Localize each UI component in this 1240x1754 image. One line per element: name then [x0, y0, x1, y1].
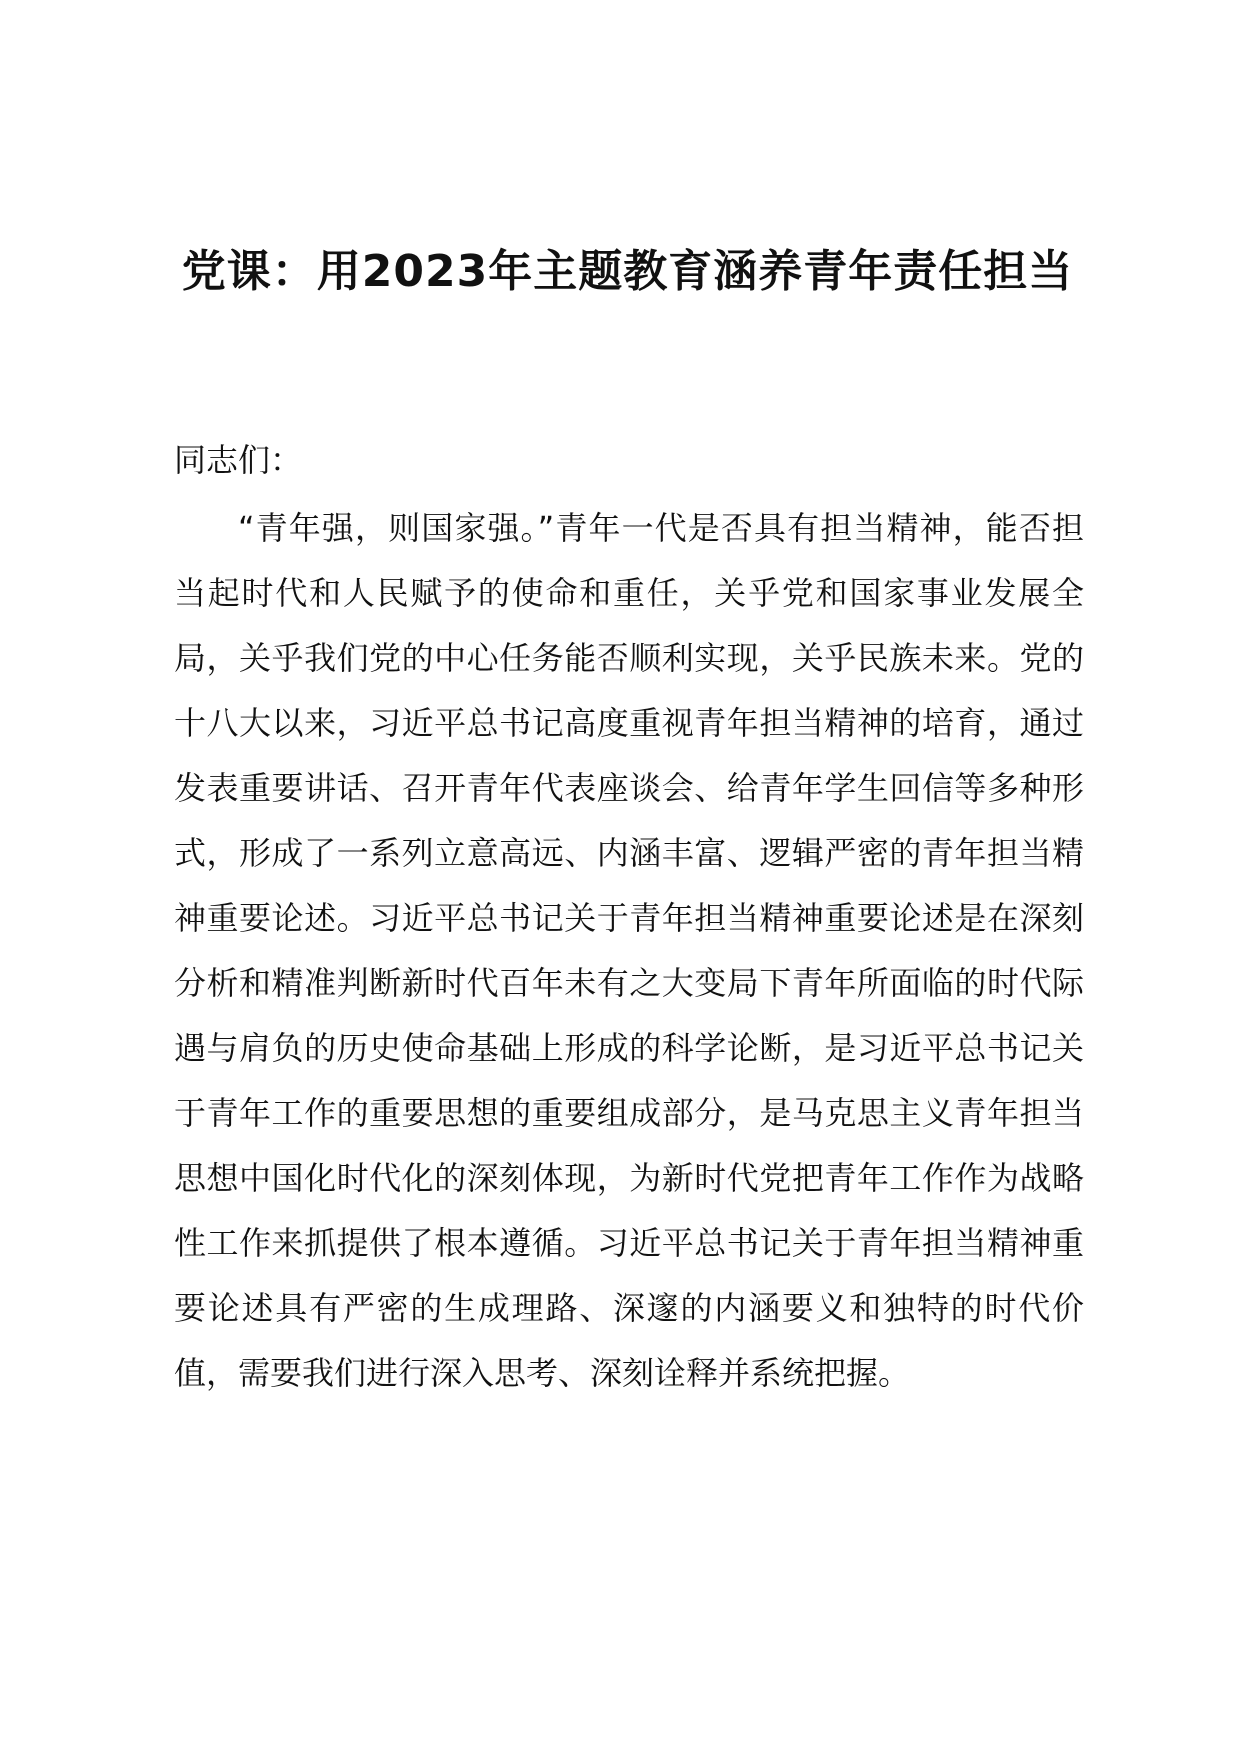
salutation: 同志们： [174, 441, 303, 479]
body-paragraph: “青年强，则国家强。”青年一代是否具有担当精神，能否担当起时代和人民赋予的使命和重任，关乎党和国家事业发展全局，关乎我们党的中心任务能否顺利实现，关乎民族未来。党的十八大以来，习近平总书记高度重视青年担当精神的培育，通过发表重要讲话、召开青年代表座谈会、给青年学生回信等多种形式，形成了一系列立意高远、内涵丰富、逻辑严密的青年担当精神重要论述。习近平总书记关于青年担当精神重要论述是在深刻分析和精准判断新时代百年未有之大变局下青年所面临的时代际遇与肩负的历史使命基础上形成的科学论断，是习近平总书记关于青年工作的重要思想的重要组成部分，是马克思主义青年担当思想中国化时代化的深刻体现，为新时代党把青年工作作为战略性工作来抓提供了根本遵循。习近平总书记关于青年担当精神重要论述具有严密的生成理路、深邃的内涵要义和独特的时代价值，需要我们进行深入思考、深刻诠释并系统把握。 [174, 509, 1084, 1392]
document-title: 党课：用2023年主题教育涵养青年责任担当 [181, 246, 1074, 297]
